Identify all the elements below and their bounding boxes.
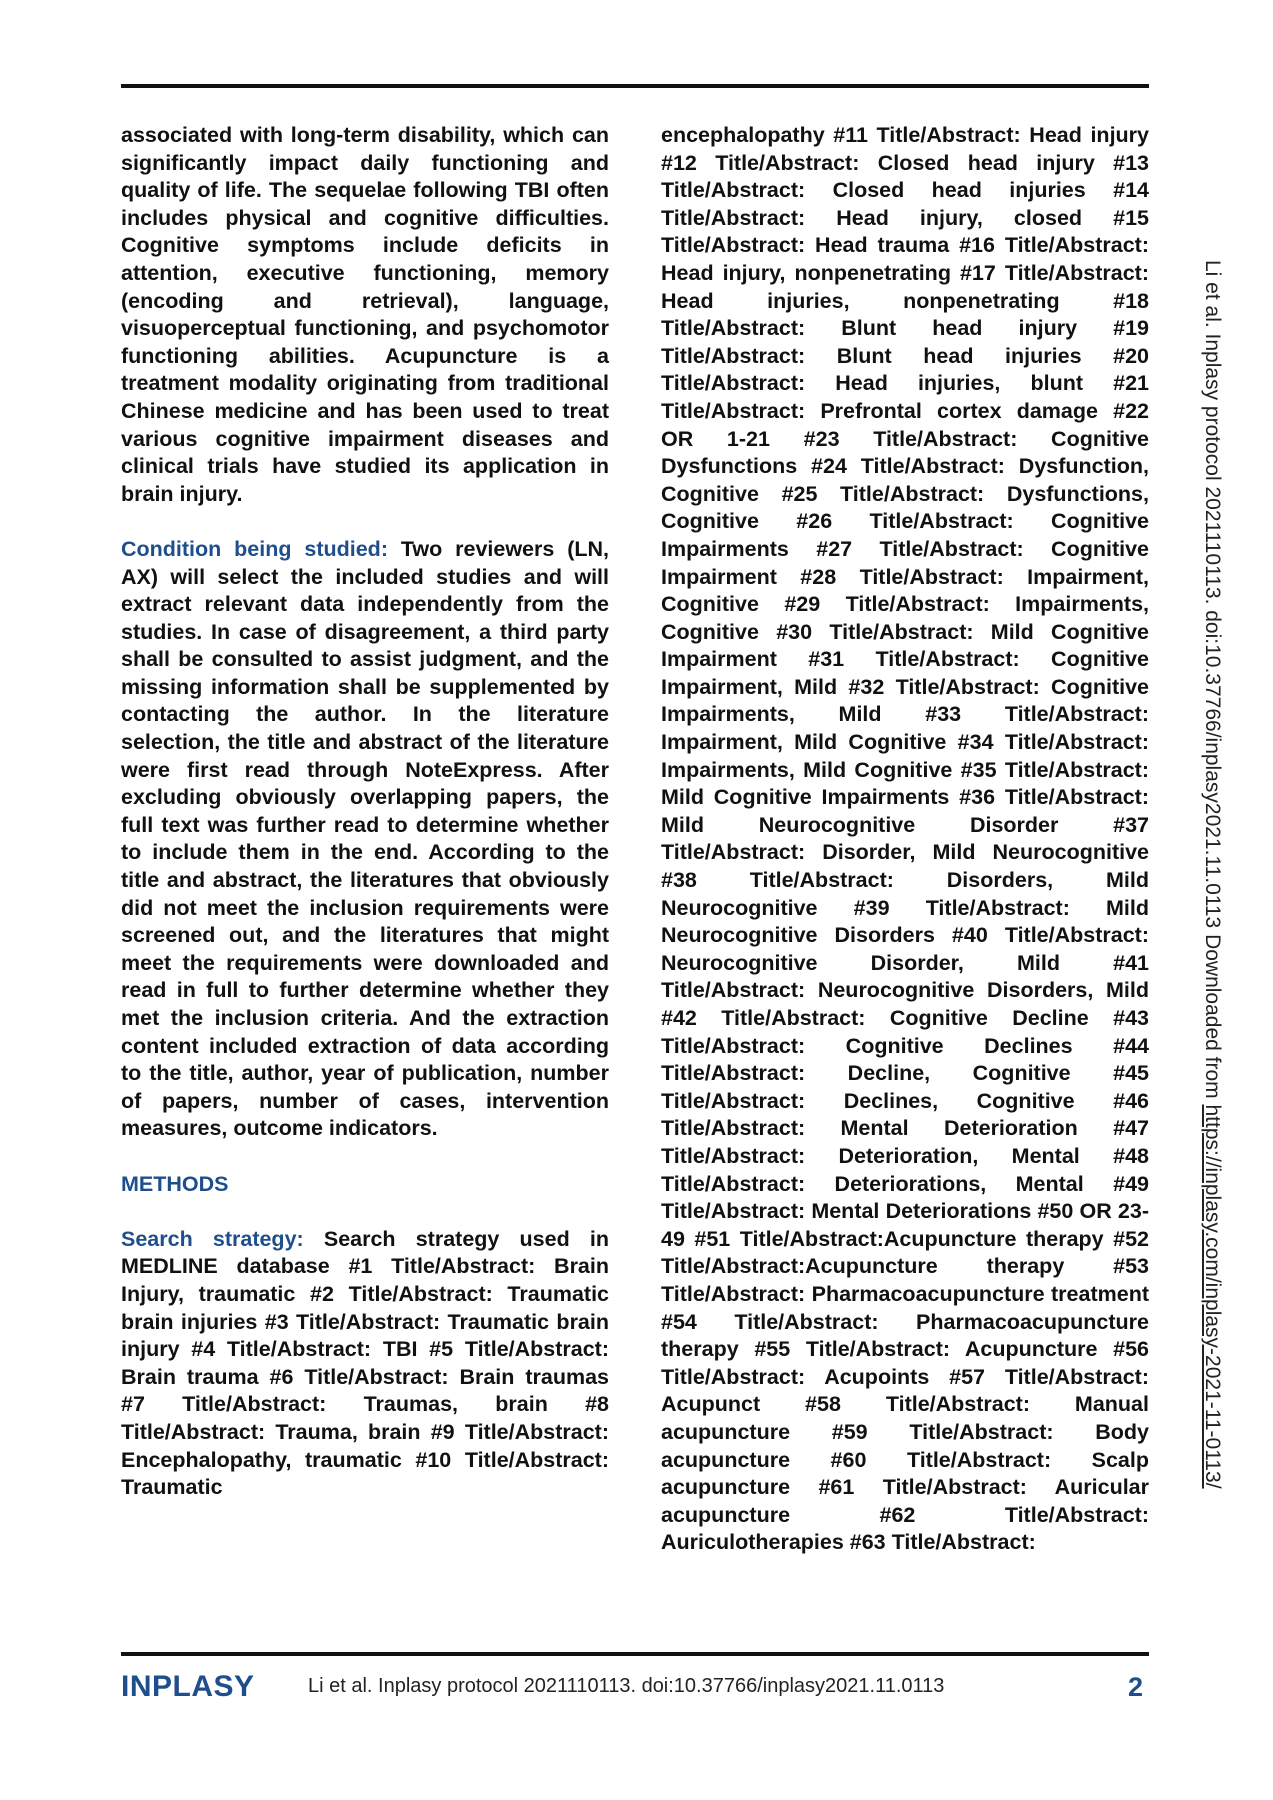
condition-text: Two reviewers (LN, AX) will select the included studies and will extract relevant data independently from the studies. In case of disagreement, a third party shall be consulted to assist judgment, and the missing information shall be supplemented by contacting the author. In the literature selection, the title and abstract of the literature were first read through NoteExpress. After excluding obviously overlapping papers, the full text was further read to determine whether to include them in the end. According to the title and abstract, the literatures that obviously did not meet the inclusion requirements were screened out, and the literatures that might meet the requirements were downloaded and read in full to further determine whether they met the inclusion criteria. And the extraction content included extraction of data according to the title, author, year of publication, number of papers, number of cases, intervention measures, outcome indicators. bbox=[121, 536, 609, 1141]
search-strategy-label: Search strategy: bbox=[121, 1226, 304, 1251]
search-strategy-text: Search strategy used in MEDLINE database #1 Title/Abstract: Brain Injury, traumatic #2 Title/Abstract: Traumatic brain injuries #3 Title/Abstract: Traumatic brain injury #4 Title/Abstract: TBI #5 Title/Abstract: Brain trauma #6 Title/Abstract: Brain traumas #7 Title/Abstract: Traumas, brain #8 Title/Abstract: Trauma, brain #9 Title/Abstract: Encephalopathy, traumatic #10 Title/Abstract: Traumatic bbox=[121, 1226, 609, 1500]
header-rule bbox=[121, 84, 1149, 88]
footer-rule bbox=[121, 1652, 1149, 1656]
search-strategy-paragraph bbox=[121, 1226, 609, 1502]
side-download-link[interactable]: https://inplasy.com/inplasy-2021-11-0113/ bbox=[1201, 1104, 1224, 1489]
page-number: 2 bbox=[1128, 1672, 1144, 1702]
footer-logo: INPLASY bbox=[121, 1670, 255, 1703]
condition-paragraph bbox=[121, 536, 609, 1143]
search-terms-paragraph: encephalopathy #11 Title/Abstract: Head injury #12 Title/Abstract: Closed head injury #13 Title/Abstract: Closed head injuries #14 Title/Abstract: Head injury, closed #15 Title/Abstract: Head trauma #16 Title/Abstract: Head injury, nonpenetrating #17 Title/Abstract: Head injuries, nonpenetrating #18 Title/Abstract: Blunt head injury #19 Title/Abstract: Blunt head injuries #20 Title/Abstract: Head injuries, blunt #21 Title/Abstract: Prefrontal cortex damage #22 OR 1-21 #23 Title/Abstract: Cognitive Dysfunctions #24 Title/Abstract: Dysfunction, Cognitive #25 Title/Abstract: Dysfunctions, Cognitive #26 Title/Abstract: Cognitive Impairments #27 Title/Abstract: Cognitive Impairment #28 Title/Abstract: Impairment, Cognitive #29 Title/Abstract: Impairments, Cognitive #30 Title/Abstract: Mild Cognitive Impairment #31 Title/Abstract: Cognitive Impairment, Mild #32 Title/Abstract: Cognitive Impairments, Mild #33 Title/Abstract: Impairment, Mild Cognitive #34 Title/Abstract: Impairments, Mild Cognitive #35 Title/Abstract: Mild Cognitive Impairments #36 Title/Abstract: Mild Neurocognitive Disorder #37 Title/Abstract: Disorder, Mild Neurocognitive #38 Title/Abstract: Disorders, Mild Neurocognitive #39 Title/Abstract: Mild Neurocognitive Disorders #40 Title/Abstract: Neurocognitive Disorder, Mild #41 Title/Abstract: Neurocognitive Disorders, Mild #42 Title/Abstract: Cognitive Decline #43 Title/Abstract: Cognitive Declines #44 Title/Abstract: Decline, Cognitive #45 Title/Abstract: Declines, Cognitive #46 Title/Abstract: Mental Deterioration #47 Title/Abstract: Deterioration, Mental #48 Title/Abstract: Deteriorations, Mental #49 Title/Abstract: Mental Deteriorations #50 OR 23-49 #51 Title/Abstract:Acupuncture therapy #52 Title/Abstract:Acupuncture therapy #53 Title/Abstract: Pharmacoacupuncture treatment #54 Title/Abstract: Pharmacoacupuncture therapy #55 Title/Abstract: Acupuncture #56 Title/Abstract: Acupoints #57 Title/Abstract: Acupunct #58 Title/Abstract: Manual acupuncture #59 Title/Abstract: Body acupuncture #60 Title/Abstract: Scalp acupuncture #61 Title/Abstract: Auricular acupuncture #62 Title/Abstract: Auriculotherapies #63 Title/Abstract: bbox=[661, 123, 1149, 1555]
footer-citation: Li et al. Inplasy protocol 2021110113. doi:10.37766/inplasy2021.11.0113 bbox=[308, 1675, 945, 1697]
side-download-note bbox=[1200, 260, 1224, 1489]
intro-paragraph: associated with long-term disability, which can significantly impact daily functioning and quality of life. The sequelae following TBI often includes physical and cognitive difficulties. Cognitive symptoms include deficits in attention, executive functioning, memory (encoding and retrieval), language, visuoperceptual functioning, and psychomotor functioning abilities. Acupuncture is a treatment modality originating from traditional Chinese medicine and has been used to treat various cognitive impairment diseases and clinical trials have studied its application in brain injury. bbox=[121, 123, 609, 506]
methods-heading: METHODS bbox=[121, 1171, 229, 1196]
condition-label: Condition being studied: bbox=[121, 536, 388, 561]
right-column bbox=[661, 122, 1149, 1584]
side-citation-text: Li et al. Inplasy protocol 2021110113. doi:10.37766/inplasy2021.11.0113 Downloaded from bbox=[1201, 260, 1224, 1105]
left-column bbox=[121, 122, 609, 1529]
